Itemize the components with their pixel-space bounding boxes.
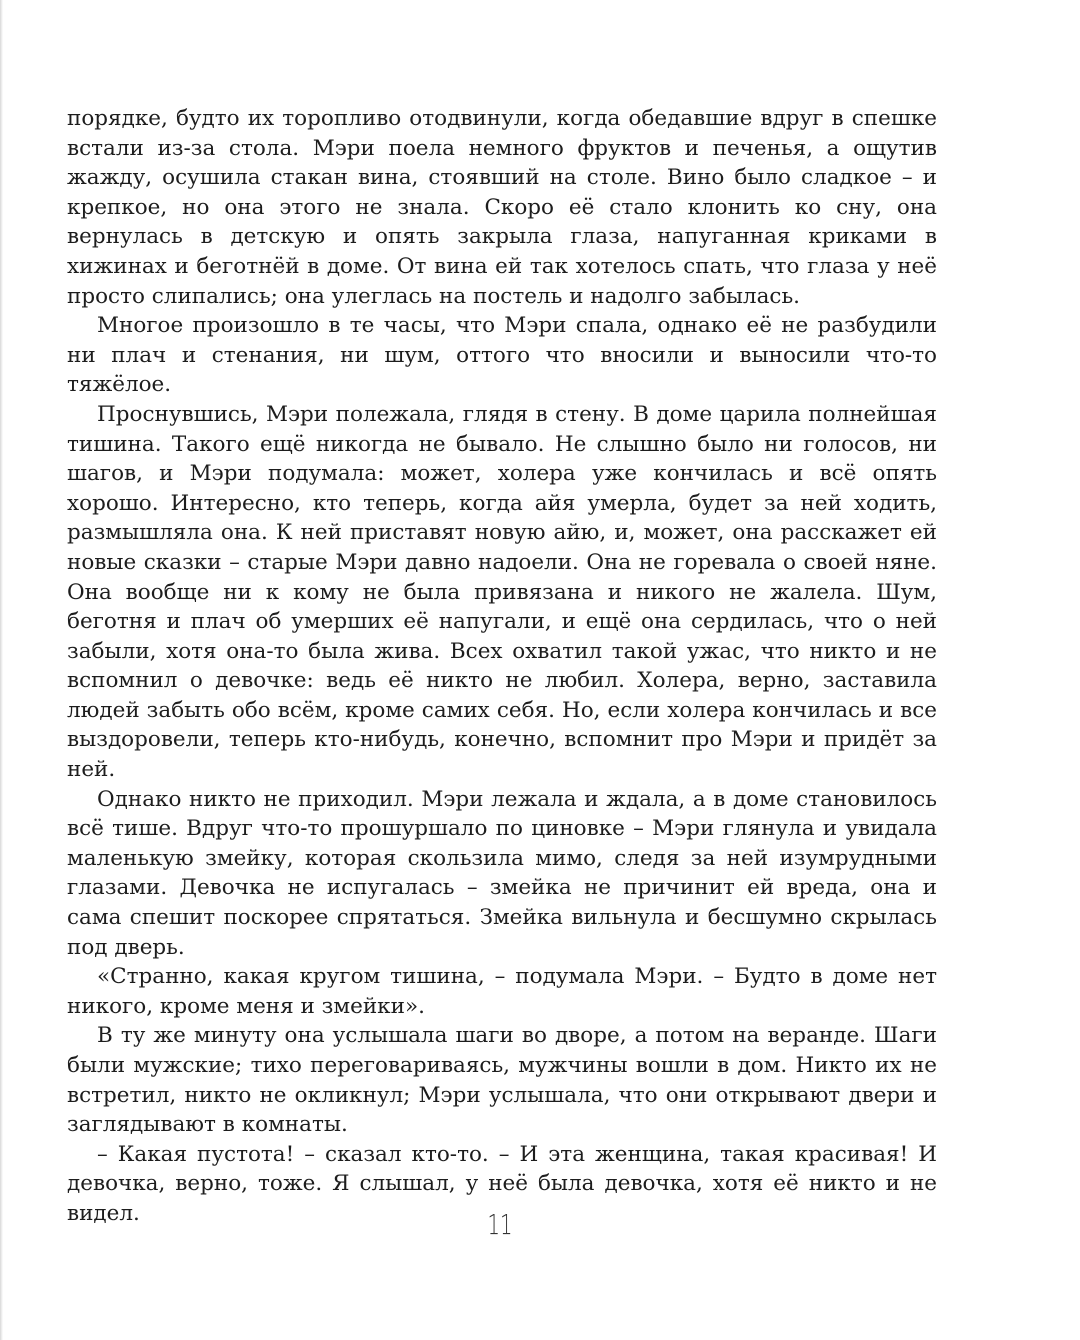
- page-number: 11: [487, 1208, 513, 1241]
- paragraph-4: Однако никто не приходил. Мэри лежала и ждала, а в доме становилось всё тише. Вдруг что-то прошуршало по циновке – Мэри глянула и увидала маленькую змейку, которая скользила мимо, следя за ней изумрудными глазами. Девочка не испугалась – змейка не причинит ей вреда, она и сама спешит поскорее спрятаться. Змейка вильнула и бесшумно скрылась под дверь.: [67, 786, 937, 960]
- paragraph-7: – Какая пустота! – сказал кто-то. – И эта женщина, такая красивая! И девочка, верно, тоже. Я слышал, у неё была девочка, хотя её никто и не видел.: [67, 1141, 937, 1226]
- paragraph-6: В ту же минуту она услышала шаги во дворе, а потом на веранде. Шаги были мужские; тихо переговариваясь, мужчины вошли в дом. Никто их не встретил, никто не окликнул; Мэри услышала, что они открывают двери и заглядывают в комнаты.: [67, 1023, 937, 1138]
- page-edge-shadow: [0, 0, 3, 1340]
- paragraph-1: порядке, будто их торопливо отодвинули, когда обедавшие вдруг в спешке встали из-за стола. Мэри поела немного фруктов и печенья, а ощутив жажду, осушила стакан вина, стоявший на столе. Вино было сладкое – и крепкое, но она этого не знала. Скоро её стало клонить ко сну, она вернулась в детскую и опять закрыла глаза, напуганная криками в хижинах и беготнёй в доме. От вина ей так хотелось спать, что глаза у неё просто слипались; она улеглась на постель и надолго забылась.: [67, 106, 937, 309]
- paragraph-3: Проснувшись, Мэри полежала, глядя в стену. В доме царила полнейшая тишина. Такого ещё никогда не бывало. Не слышно было ни голосов, ни шагов, и Мэри подумала: может, холера уже кончилась и всё опять хорошо. Интересно, кто теперь, когда айя умерла, будет за ней ходить, размышляла она. К ней приставят новую айю, и, может, она расскажет ей новые сказки – старые Мэри давно надоели. Она не горевала о своей няне. Она вообще ни к кому не была привязана и никого не жалела. Шум, беготня и плач об умерших её напугали, и ещё она сердилась, что о ней забыли, хотя она-то была жива. Всех охватил такой ужас, что никто и не вспомнил о девочке: ведь её никто не любил. Холера, верно, заставила людей забыть обо всём, кроме самих себя. Но, если холера кончилась и все выздоровели, теперь кто-нибудь, конечно, вспомнит про Мэри и придёт за ней.: [67, 401, 937, 783]
- paragraph-2: Многое произошло в те часы, что Мэри спала, однако её не разбудили ни плач и стенания, ни шум, оттого что вносили и выносили что-то тяжёлое.: [67, 313, 937, 398]
- paragraph-5: «Странно, какая кругом тишина, – подумала Мэри. – Будто в доме нет никого, кроме меня и змейки».: [67, 964, 937, 1019]
- body-text: [67, 104, 937, 1229]
